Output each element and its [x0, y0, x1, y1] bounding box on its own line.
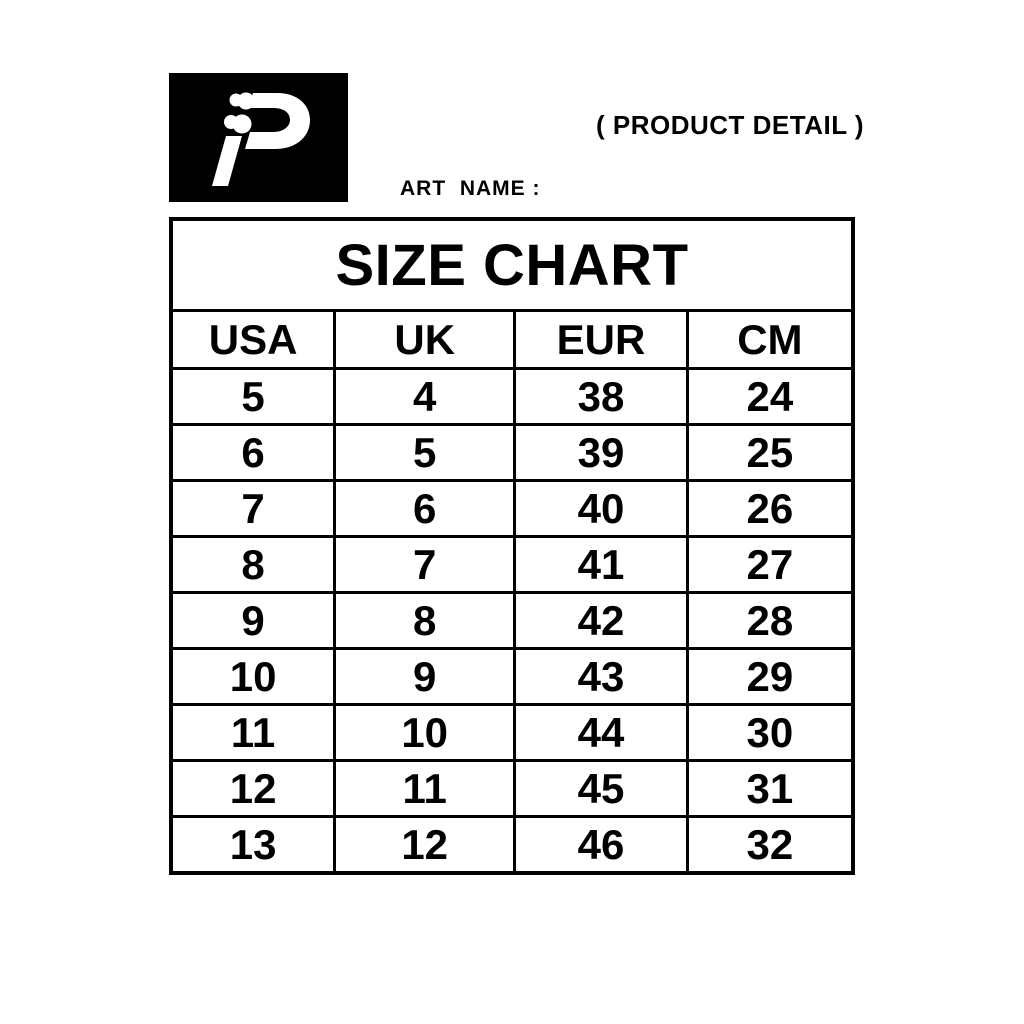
size-cell: 42	[515, 593, 688, 649]
size-cell: 41	[515, 537, 688, 593]
size-cell: 11	[335, 761, 515, 817]
size-cell: 6	[171, 425, 335, 481]
table-row	[171, 761, 853, 817]
size-cell: 7	[335, 537, 515, 593]
column-header: USA	[171, 311, 335, 369]
column-header: EUR	[515, 311, 688, 369]
table-row	[171, 817, 853, 874]
table-row	[171, 537, 853, 593]
table-row	[171, 369, 853, 425]
size-cell: 9	[171, 593, 335, 649]
size-cell: 8	[171, 537, 335, 593]
art-name-label: ART NAME :	[400, 177, 541, 200]
size-cell: 12	[335, 817, 515, 874]
ip-logo-icon	[169, 73, 348, 202]
size-cell: 45	[515, 761, 688, 817]
size-cell: 25	[687, 425, 853, 481]
size-cell: 12	[171, 761, 335, 817]
size-cell: 6	[335, 481, 515, 537]
size-cell: 8	[335, 593, 515, 649]
table-row	[171, 481, 853, 537]
size-cell: 24	[687, 369, 853, 425]
product-detail-label: ( PRODUCT DETAIL )	[595, 110, 865, 140]
size-cell: 27	[687, 537, 853, 593]
column-header-row	[171, 311, 853, 369]
size-cell: 11	[171, 705, 335, 761]
size-cell: 43	[515, 649, 688, 705]
size-cell: 38	[515, 369, 688, 425]
size-cell: 29	[687, 649, 853, 705]
size-cell: 10	[335, 705, 515, 761]
size-chart-body	[171, 369, 853, 874]
column-header: CM	[687, 311, 853, 369]
size-cell: 9	[335, 649, 515, 705]
brand-logo	[169, 73, 348, 202]
size-cell: 39	[515, 425, 688, 481]
size-cell: 26	[687, 481, 853, 537]
size-cell: 32	[687, 817, 853, 874]
size-cell: 5	[171, 369, 335, 425]
table-row	[171, 705, 853, 761]
size-chart-title: SIZE CHART	[171, 219, 853, 311]
column-header: UK	[335, 311, 515, 369]
title-row	[171, 219, 853, 311]
size-cell: 5	[335, 425, 515, 481]
size-cell: 30	[687, 705, 853, 761]
size-cell: 4	[335, 369, 515, 425]
size-cell: 46	[515, 817, 688, 874]
size-cell: 7	[171, 481, 335, 537]
size-chart-table	[169, 217, 855, 875]
size-cell: 28	[687, 593, 853, 649]
table-row	[171, 425, 853, 481]
size-cell: 31	[687, 761, 853, 817]
size-cell: 13	[171, 817, 335, 874]
table-row	[171, 649, 853, 705]
table-row	[171, 593, 853, 649]
size-cell: 44	[515, 705, 688, 761]
size-cell: 40	[515, 481, 688, 537]
size-cell: 10	[171, 649, 335, 705]
